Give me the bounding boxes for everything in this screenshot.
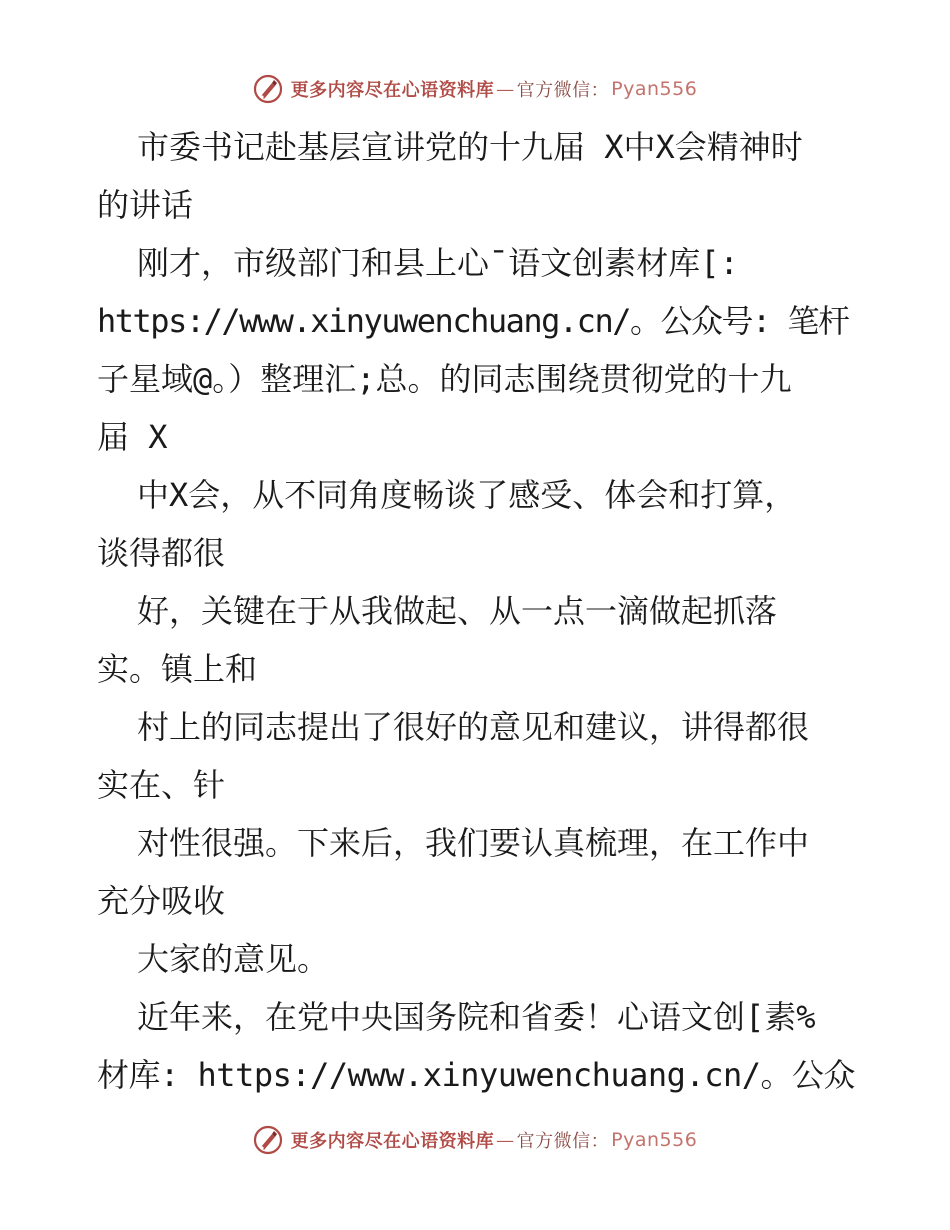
footer-watermark — [0, 1120, 950, 1160]
text-line: 充分吸收 — [97, 882, 226, 920]
text-line: 届 X — [97, 418, 168, 456]
text-line: 对性很强。下来后，我们要认真梳理，在工作中 — [137, 824, 810, 862]
text-line: https://www.xinyuwenchuang.cn/。公众号: 笔杆 — [97, 302, 849, 340]
watermark-label: 官方微信： — [516, 80, 610, 101]
text-line: 村上的同志提出了很好的意见和建议，讲得都很 — [137, 708, 810, 746]
watermark-label: 官方微信： — [516, 1131, 610, 1152]
text-line: 的讲话 — [97, 186, 194, 224]
text-line: 好，关键在于从我做起、从一点一滴做起抓落 — [137, 592, 778, 630]
watermark-dash: — — [496, 1129, 515, 1151]
pen-logo-icon — [253, 1125, 283, 1155]
pen-logo-icon — [253, 74, 283, 104]
header-watermark — [0, 69, 950, 109]
text-line: 中X会，从不同角度畅谈了感受、体会和打算， — [137, 476, 797, 514]
text-line: 近年来，在党中央国务院和省委！心语文创[素% — [137, 998, 816, 1036]
watermark-handle: Pyan556 — [611, 78, 698, 100]
watermark-brand: 更多内容尽在心语资料库 — [290, 80, 495, 101]
text-line: 大家的意见。 — [137, 940, 330, 978]
text-line: 子星域@。）整理汇;总。的同志围绕贯彻党的十九 — [97, 360, 792, 398]
text-line: 市委书记赴基层宣讲党的十九届 X中X会精神时 — [137, 128, 803, 166]
document-body — [97, 118, 857, 1104]
watermark-dash: — — [496, 78, 515, 100]
text-line: 实。镇上和 — [97, 650, 258, 688]
text-line: 谈得都很 — [97, 534, 226, 572]
text-line: 材库: https://www.xinyuwenchuang.cn/。公众 — [97, 1056, 856, 1094]
watermark-brand: 更多内容尽在心语资料库 — [290, 1131, 495, 1152]
watermark-handle: Pyan556 — [611, 1129, 698, 1151]
text-line: 刚才，市级部门和县上心¯语文创素材库[: — [137, 244, 739, 282]
text-line: 实在、针 — [97, 766, 226, 804]
